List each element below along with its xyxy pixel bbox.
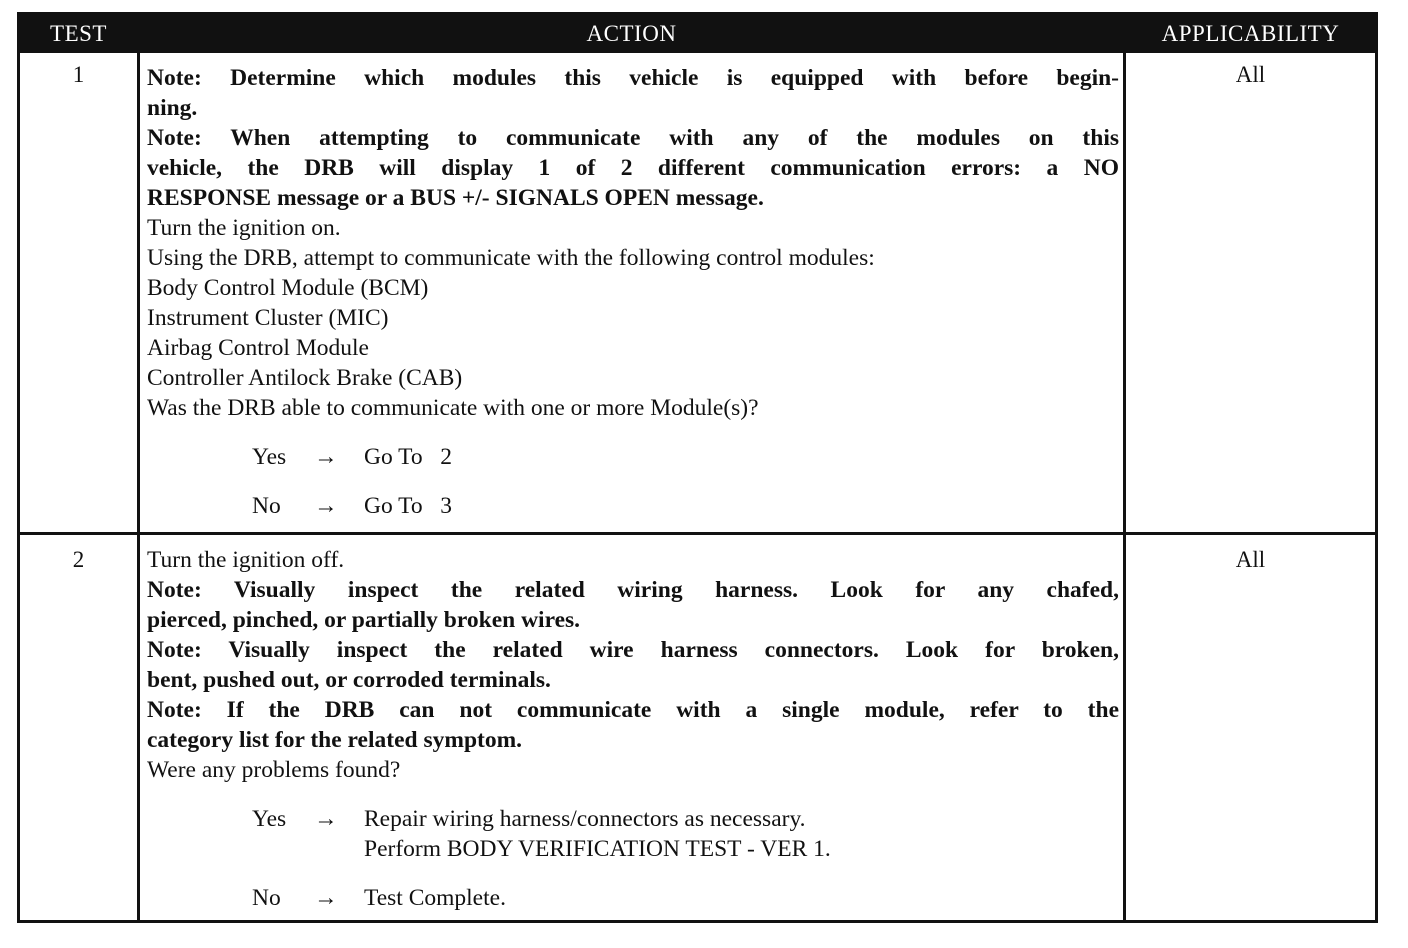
module-list-item: Body Control Module (BCM) (147, 275, 429, 301)
arrow-right-icon: → (314, 806, 338, 832)
choice-answer: Yes (252, 806, 287, 832)
question-text: Was the DRB able to communicate with one or more Module(s)? (147, 395, 759, 421)
header-applicability: APPLICABILITY (1161, 21, 1340, 46)
note-text: Note: If the DRB can not communicate with a single module, refer to the (147, 697, 1119, 723)
note-text: Note: Visually inspect the related wiring harness. Look for any chafed, (147, 577, 1119, 603)
header-action: ACTION (586, 21, 677, 46)
diagnostic-test-table (17, 12, 1378, 923)
arrow-right-icon: → (314, 444, 338, 470)
instruction-text: Turn the ignition off. (147, 547, 345, 573)
header-test: TEST (50, 21, 107, 46)
test-number: 2 (72, 547, 85, 572)
instruction-text: Turn the ignition on. (147, 215, 341, 241)
note-text: Note: Determine which modules this vehicle is equipped with before begin- (147, 65, 1119, 91)
note-text: bent, pushed out, or corroded terminals. (147, 667, 551, 693)
choice-result: Test Complete. (364, 885, 506, 911)
arrow-right-icon: → (314, 885, 338, 911)
choice-result: Repair wiring harness/connectors as necessary. (364, 806, 806, 832)
question-text: Were any problems found? (147, 757, 401, 783)
choice-result: Go To 2 (364, 444, 453, 470)
choice-answer: No (252, 885, 281, 911)
module-list-item: Instrument Cluster (MIC) (147, 305, 389, 331)
note-text: Note: When attempting to communicate with any of the modules on this (147, 125, 1119, 151)
instruction-text: Using the DRB, attempt to communicate with the following control modules: (147, 245, 875, 271)
test-number: 1 (72, 62, 85, 87)
module-list-item: Controller Antilock Brake (CAB) (147, 365, 463, 391)
action-cell (147, 63, 1119, 521)
module-list-item: Airbag Control Module (147, 335, 369, 361)
note-text: pierced, pinched, or partially broken wires. (147, 607, 581, 633)
applicability-value: All (1235, 547, 1266, 572)
note-text: Note: Visually inspect the related wire harness connectors. Look for broken, (147, 637, 1119, 663)
note-text: ning. (147, 95, 198, 121)
table-row (20, 53, 1375, 532)
note-text: RESPONSE message or a BUS +/- SIGNALS OPEN message. (147, 185, 764, 211)
choice-result: Go To 3 (364, 493, 453, 519)
action-cell (147, 545, 1119, 913)
choice-yes (147, 804, 1119, 864)
table-header (20, 15, 1375, 53)
choice-answer: No (252, 493, 281, 519)
choice-result: Perform BODY VERIFICATION TEST - VER 1. (364, 836, 831, 862)
note-text: vehicle, the DRB will display 1 of 2 different communication errors: a NO (147, 155, 1119, 181)
table-row (20, 535, 1375, 920)
choice-no (147, 883, 1119, 913)
choice-answer: Yes (252, 444, 287, 470)
applicability-value: All (1235, 62, 1266, 87)
note-text: category list for the related symptom. (147, 727, 523, 753)
arrow-right-icon: → (314, 493, 338, 519)
choice-no (147, 491, 1119, 521)
choice-yes (147, 442, 1119, 472)
